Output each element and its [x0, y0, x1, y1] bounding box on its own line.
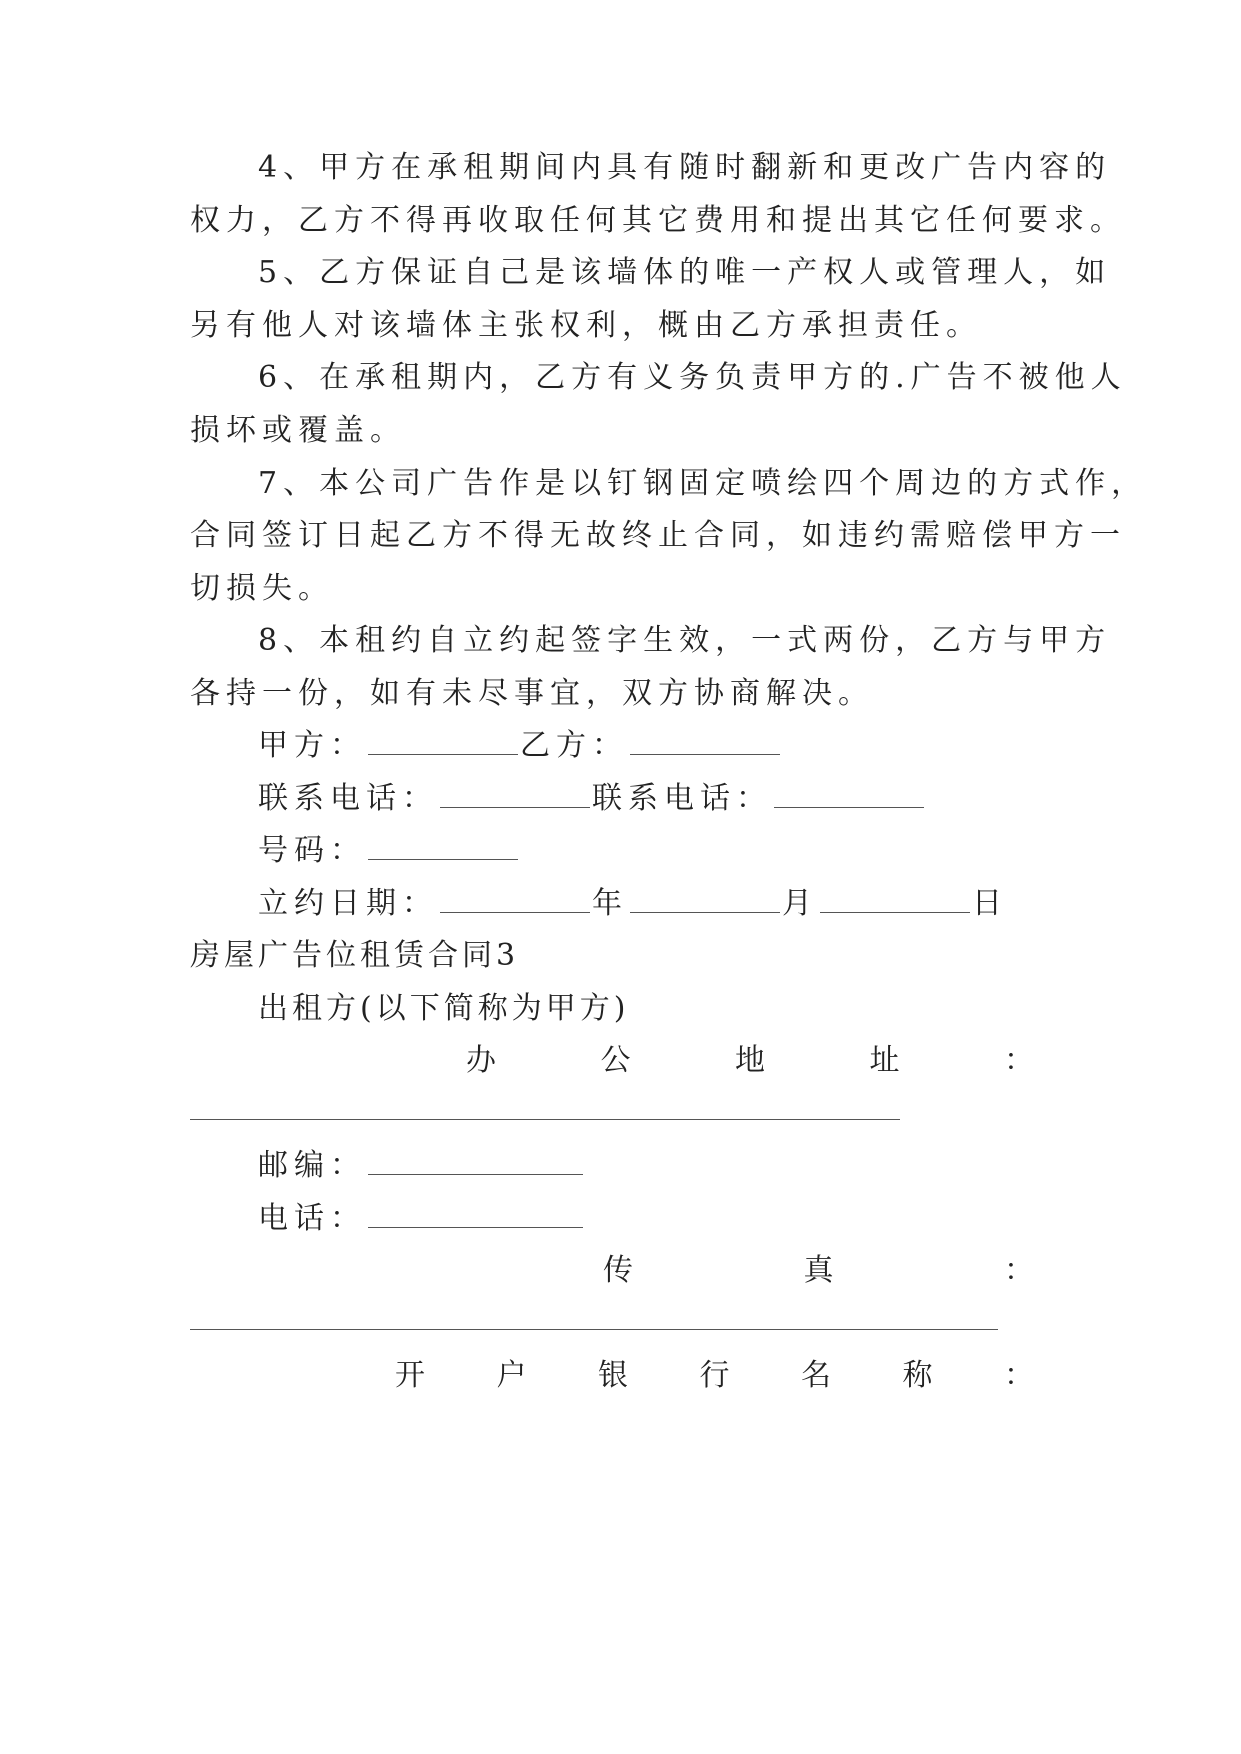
fax-char: ：	[1004, 1253, 1034, 1288]
fax-char: 传	[603, 1253, 633, 1288]
year-blank	[440, 886, 590, 913]
postcode-row	[258, 1146, 1050, 1186]
fax-blank	[190, 1329, 998, 1330]
clause-8-line-1: 8、本租约自立约起签字生效，一式两份，乙方与甲方	[258, 623, 1112, 658]
bank-name-char: 银	[598, 1358, 628, 1393]
party-signature-row	[258, 726, 1050, 766]
clause-8-line-2: 各持一份，如有未尽事宜，双方协商解决。	[190, 676, 874, 711]
clause-7-line-3: 切损失。	[190, 571, 334, 606]
day-label: 日	[972, 886, 1008, 921]
phone-label: 电话：	[258, 1201, 366, 1236]
phone-label-b: 联系电话：	[592, 781, 772, 816]
office-address-char: 办	[466, 1043, 496, 1078]
phone-label-a: 联系电话：	[258, 781, 438, 816]
bank-name-char: 名	[801, 1358, 831, 1393]
lessor-line: 出租方(以下简称为甲方)	[258, 991, 630, 1026]
clause-5-line-1: 5、乙方保证自己是该墙体的唯一产权人或管理人，如	[258, 255, 1112, 290]
postcode-label: 邮编：	[258, 1148, 366, 1183]
bank-name-char: 行	[699, 1358, 730, 1393]
postcode-blank	[368, 1148, 583, 1175]
month-blank	[630, 886, 780, 913]
phone-row	[258, 779, 1050, 819]
date-row	[258, 884, 1050, 924]
clause-4-line-1: 4、甲方在承租期间内具有随时翻新和更改广告内容的	[258, 150, 1112, 185]
contract-3-title: 房屋广告位租赁合同3	[190, 938, 520, 973]
office-address-blank	[190, 1119, 900, 1120]
year-label: 年	[592, 886, 628, 921]
clause-6-line-1: 6、在承租期内，乙方有义务负责甲方的.广告不被他人	[258, 360, 1127, 395]
bank-name-char: ：	[1004, 1358, 1034, 1393]
day-blank	[820, 886, 970, 913]
clause-7-line-2: 合同签订日起乙方不得无故终止合同，如违约需赔偿甲方一	[190, 518, 1126, 553]
clause-7-line-1: 7、本公司广告作是以钉钢固定喷绘四个周边的方式作，	[258, 466, 1148, 501]
party-a-label: 甲方：	[258, 728, 366, 763]
office-address-label	[466, 1041, 1034, 1081]
office-address-char: 址	[869, 1043, 900, 1078]
number-label: 号码：	[258, 833, 366, 868]
clause-4-line-2: 权力，乙方不得再收取任何其它费用和提出其它任何要求。	[190, 203, 1126, 238]
office-address-char: ：	[1004, 1043, 1034, 1078]
phone-blank	[368, 1201, 583, 1228]
number-row	[258, 831, 1050, 871]
number-blank	[368, 833, 518, 860]
party-b-blank	[630, 728, 780, 755]
office-address-char: 公	[600, 1043, 631, 1078]
phone-a-blank	[440, 781, 590, 808]
clause-5-line-2: 另有他人对该墙体主张权利，概由乙方承担责任。	[190, 308, 982, 343]
party-b-label: 乙方：	[520, 728, 628, 763]
party-a-blank	[368, 728, 518, 755]
fax-char: 真	[803, 1253, 834, 1288]
bank-name-char: 户	[496, 1358, 527, 1393]
bank-name-char: 称	[902, 1358, 933, 1393]
phone-row-2	[258, 1199, 1050, 1239]
clause-6-line-2: 损坏或覆盖。	[190, 413, 406, 448]
bank-name-label	[395, 1356, 1034, 1396]
office-address-char: 地	[735, 1043, 765, 1078]
fax-label	[603, 1251, 1034, 1291]
phone-b-blank	[774, 781, 924, 808]
bank-name-char: 开	[395, 1358, 425, 1393]
month-label: 月	[782, 886, 818, 921]
date-label: 立约日期：	[258, 886, 438, 921]
